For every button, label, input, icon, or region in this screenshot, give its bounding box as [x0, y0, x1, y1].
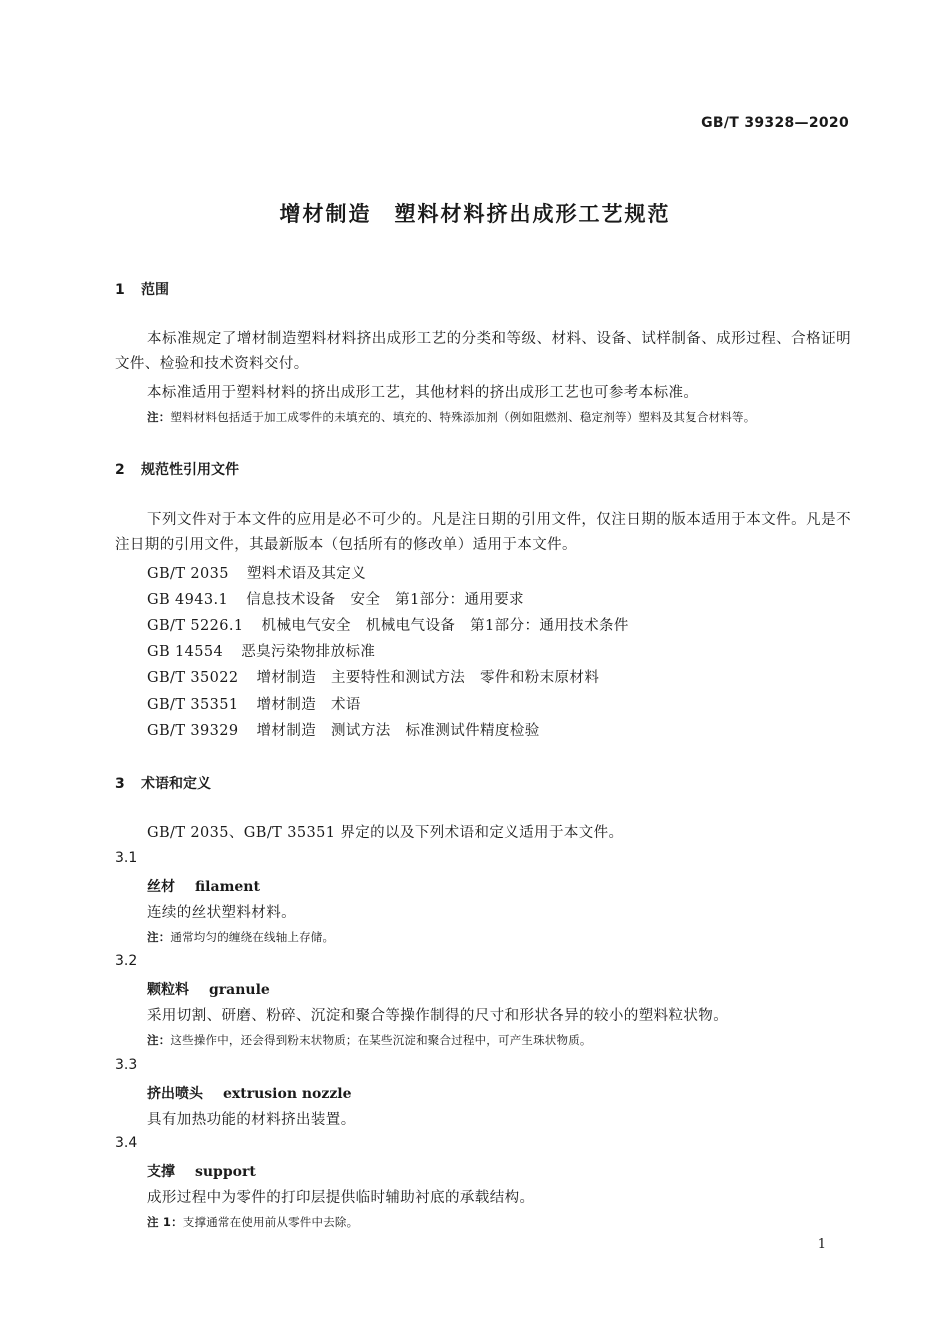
term-zh: 丝材 — [147, 879, 175, 895]
reference-code: GB 14554 — [147, 644, 224, 660]
term-en: granule — [209, 982, 270, 998]
reference-code: GB/T 35351 — [147, 697, 239, 713]
section-title: 术语和定义 — [141, 776, 211, 792]
term-number: 3.3 — [115, 1057, 138, 1073]
term-number: 3.2 — [115, 953, 138, 969]
term-number: 3.4 — [115, 1135, 138, 1151]
scope-paragraph-1: 本标准规定了增材制造塑料材料挤出成形工艺的分类和等级、材料、设备、试样制备、成形过程、合格证明文件、检验和技术资料交付。 — [115, 331, 851, 372]
reference-item — [147, 693, 361, 714]
section-title: 规范性引用文件 — [141, 462, 239, 478]
term-definition: 具有加热功能的材料挤出装置。 — [147, 1112, 356, 1128]
page-number: 1 — [817, 1237, 826, 1252]
references-intro: 下列文件对于本文件的应用是必不可少的。凡是注日期的引用文件，仅注日期的版本适用于本文件。凡是不注日期的引用文件，其最新版本（包括所有的修改单）适用于本文件。 — [115, 512, 851, 553]
term-note — [147, 1214, 358, 1230]
note-text: 塑料材料包括适于加工成零件的未填充的、填充的、特殊添加剂（例如阻燃剂、稳定剂等）塑料及其复合材料等。 — [170, 410, 756, 424]
term-definition: 成形过程中为零件的打印层提供临时辅助衬底的承载结构。 — [147, 1190, 535, 1206]
reference-title: 信息技术设备 安全 第1部分：通用要求 — [246, 592, 525, 608]
reference-title: 增材制造 术语 — [256, 697, 361, 713]
note-label: 注： — [147, 930, 171, 944]
term-zh: 挤出喷头 — [147, 1086, 203, 1102]
term-zh: 支撑 — [147, 1164, 175, 1180]
note-label: 注： — [147, 410, 171, 424]
term-heading — [147, 876, 260, 896]
term-note — [147, 1032, 592, 1048]
term-definition: 连续的丝状塑料材料。 — [147, 905, 296, 921]
term-heading — [147, 1083, 352, 1103]
scope-note — [147, 409, 755, 425]
reference-title: 机械电气安全 机械电气设备 第1部分：通用技术条件 — [261, 618, 629, 634]
term-number: 3.1 — [115, 850, 138, 866]
note-text: 通常均匀的缠绕在线轴上存储。 — [170, 930, 335, 944]
term-en: extrusion nozzle — [223, 1086, 352, 1102]
section-3-heading — [115, 773, 211, 793]
reference-code: GB/T 2035 — [147, 566, 229, 582]
section-number: 2 — [115, 462, 125, 478]
section-1-heading — [115, 279, 169, 299]
reference-title: 塑料术语及其定义 — [246, 566, 367, 582]
reference-item — [147, 666, 599, 687]
scope-paragraph-2: 本标准适用于塑料材料的挤出成形工艺，其他材料的挤出成形工艺也可参考本标准。 — [147, 385, 699, 401]
reference-code: GB/T 5226.1 — [147, 618, 244, 634]
reference-item — [147, 614, 629, 635]
reference-code: GB/T 39329 — [147, 723, 239, 739]
section-number: 1 — [115, 282, 125, 298]
note-label: 注： — [147, 1033, 171, 1047]
term-zh: 颗粒料 — [147, 982, 189, 998]
term-en: support — [195, 1164, 256, 1180]
reference-title: 增材制造 测试方法 标准测试件精度检验 — [256, 723, 540, 739]
reference-item — [147, 562, 366, 583]
reference-title: 恶臭污染物排放标准 — [241, 644, 376, 660]
note-label: 注 1： — [147, 1215, 183, 1229]
note-text: 这些操作中，还会得到粉末状物质；在某些沉淀和聚合过程中，可产生珠状物质。 — [170, 1033, 592, 1047]
terms-intro: GB/T 2035、GB/T 35351 界定的以及下列术语和定义适用于本文件。 — [147, 825, 624, 841]
term-note — [147, 929, 334, 945]
term-heading — [147, 1161, 256, 1181]
document-title: 增材制造 塑料材料挤出成形工艺规范 — [279, 202, 671, 226]
term-heading — [147, 979, 270, 999]
note-text: 支撑通常在使用前从零件中去除。 — [182, 1215, 359, 1229]
reference-item — [147, 588, 524, 609]
section-2-heading — [115, 459, 239, 479]
standard-number: GB/T 39328—2020 — [701, 115, 849, 131]
section-number: 3 — [115, 776, 125, 792]
term-definition: 采用切割、研磨、粉碎、沉淀和聚合等操作制得的尺寸和形状各异的较小的塑料粒状物。 — [147, 1008, 729, 1024]
reference-code: GB 4943.1 — [147, 592, 229, 608]
reference-item — [147, 719, 540, 740]
term-en: filament — [195, 879, 260, 895]
reference-title: 增材制造 主要特性和测试方法 零件和粉末原材料 — [256, 670, 600, 686]
reference-code: GB/T 35022 — [147, 670, 239, 686]
section-title: 范围 — [141, 282, 169, 298]
reference-item — [147, 640, 375, 661]
